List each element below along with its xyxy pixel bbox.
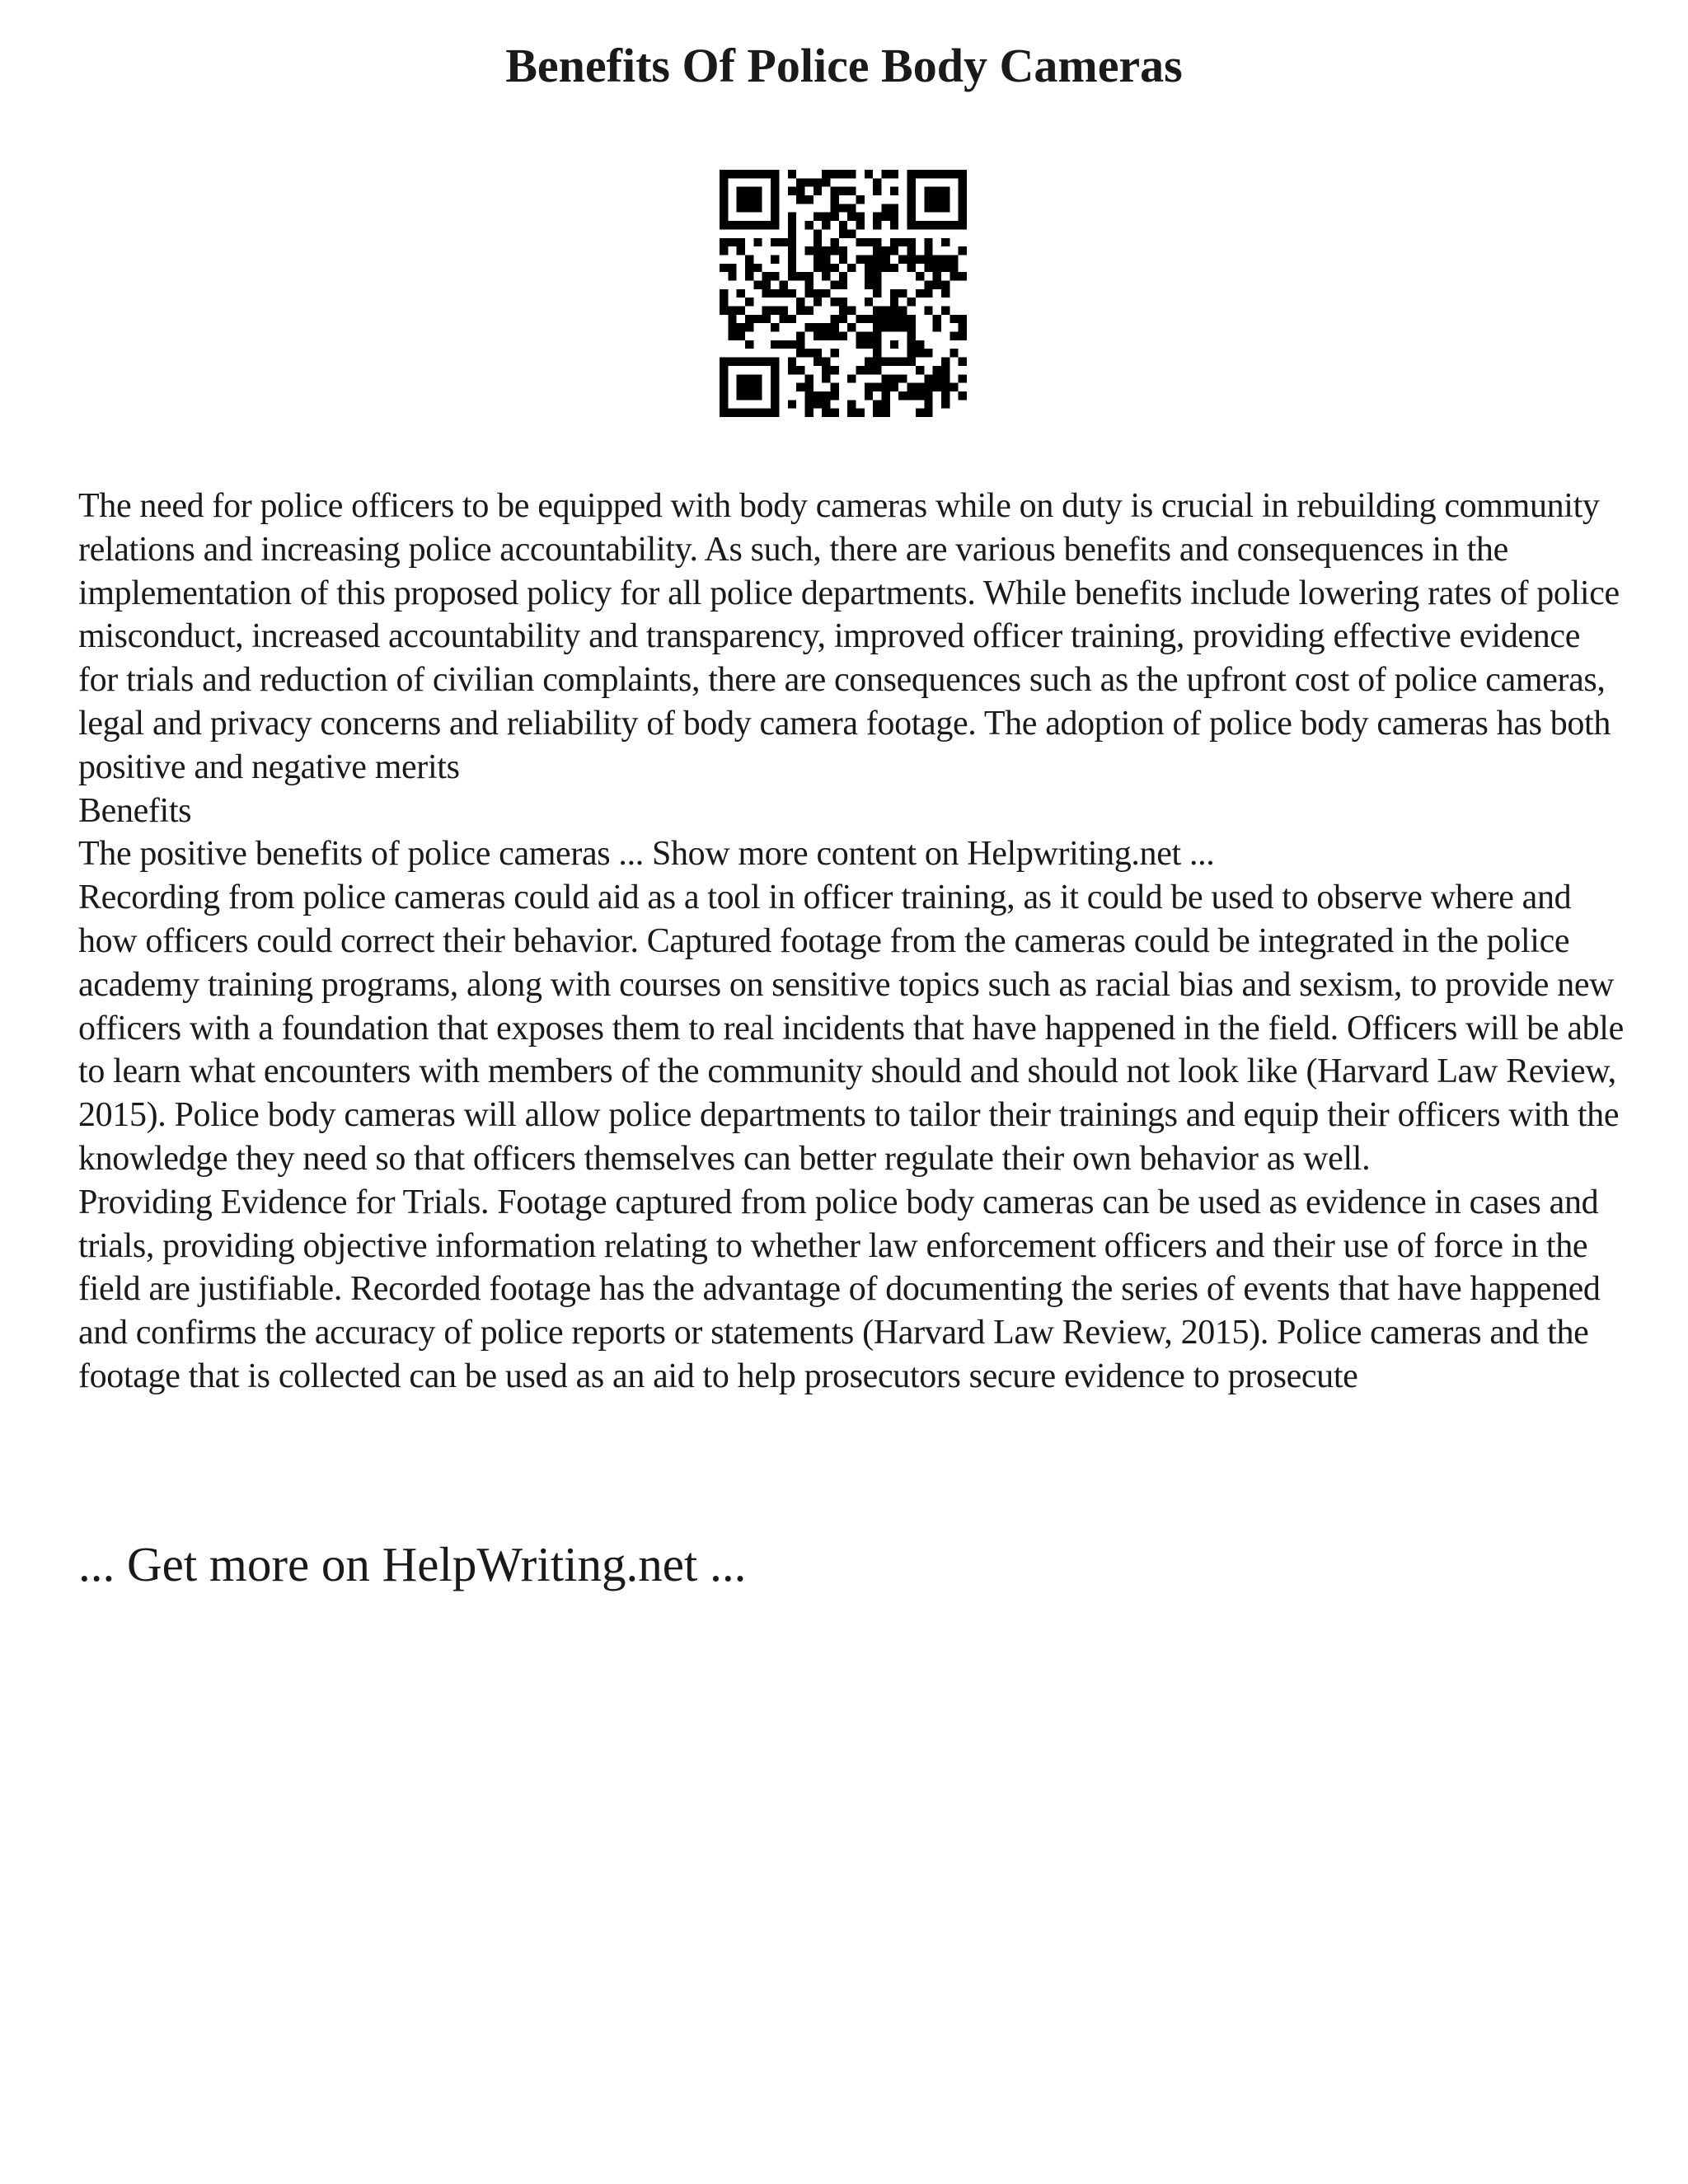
- qr-code-icon: [720, 170, 967, 417]
- get-more-link[interactable]: ... Get more on HelpWriting.net ...: [78, 1537, 747, 1591]
- document-body: [78, 485, 1628, 1399]
- paragraph-officer-training: Recording from police cameras could aid as a tool in officer training, as it could be used to observe where and how officers could correct their behavior. Captured footage from the cameras could be integrated in the police academy training programs, along with courses on sensitive topics such as racial bias and sexism, to provide new officers with a foundation that exposes them to real incidents that have happened in the field. Officers will be able to learn what encounters with members of the community should and should not look like (Harvard Law Review, 2015). Police body cameras will allow police departments to tailor their trainings and equip their officers with the knowledge they need so that officers themselves can better regulate their own behavior as well.: [78, 879, 1624, 1178]
- paragraph-intro: The need for police officers to be equipped with body cameras while on duty is crucial in rebuilding community relations and increasing police accountability. As such, there are various benefits and consequences in the implementation of this proposed policy for all police departments. While benefits include lowering rates of police misconduct, increased accountability and transparency, improved officer training, providing effective evidence for trials and reduction of civilian complaints, there are consequences such as the upfront cost of police cameras, legal and privacy concerns and reliability of body camera footage. The adoption of police body cameras has both positive and negative merits: [78, 487, 1620, 786]
- paragraph-benefits-heading: Benefits: [78, 791, 192, 830]
- paragraph-evidence-trials: Providing Evidence for Trials. Footage captured from police body cameras can be used as evidence in cases and trials, providing objective information relating to whether law enforcement officers and their use of force in the field are justifiable. Recorded footage has the advantage of documenting the series of events that have happened and confirms the accuracy of police reports or statements (Harvard Law Review, 2015). Police cameras and the footage that is collected can be used as an aid to help prosecutors secure evidence to prosecute: [78, 1183, 1601, 1395]
- paragraph-show-more: The positive benefits of police cameras ... Show more content on Helpwriting.net ...: [78, 835, 1215, 874]
- document-title: Benefits Of Police Body Cameras: [505, 39, 1183, 92]
